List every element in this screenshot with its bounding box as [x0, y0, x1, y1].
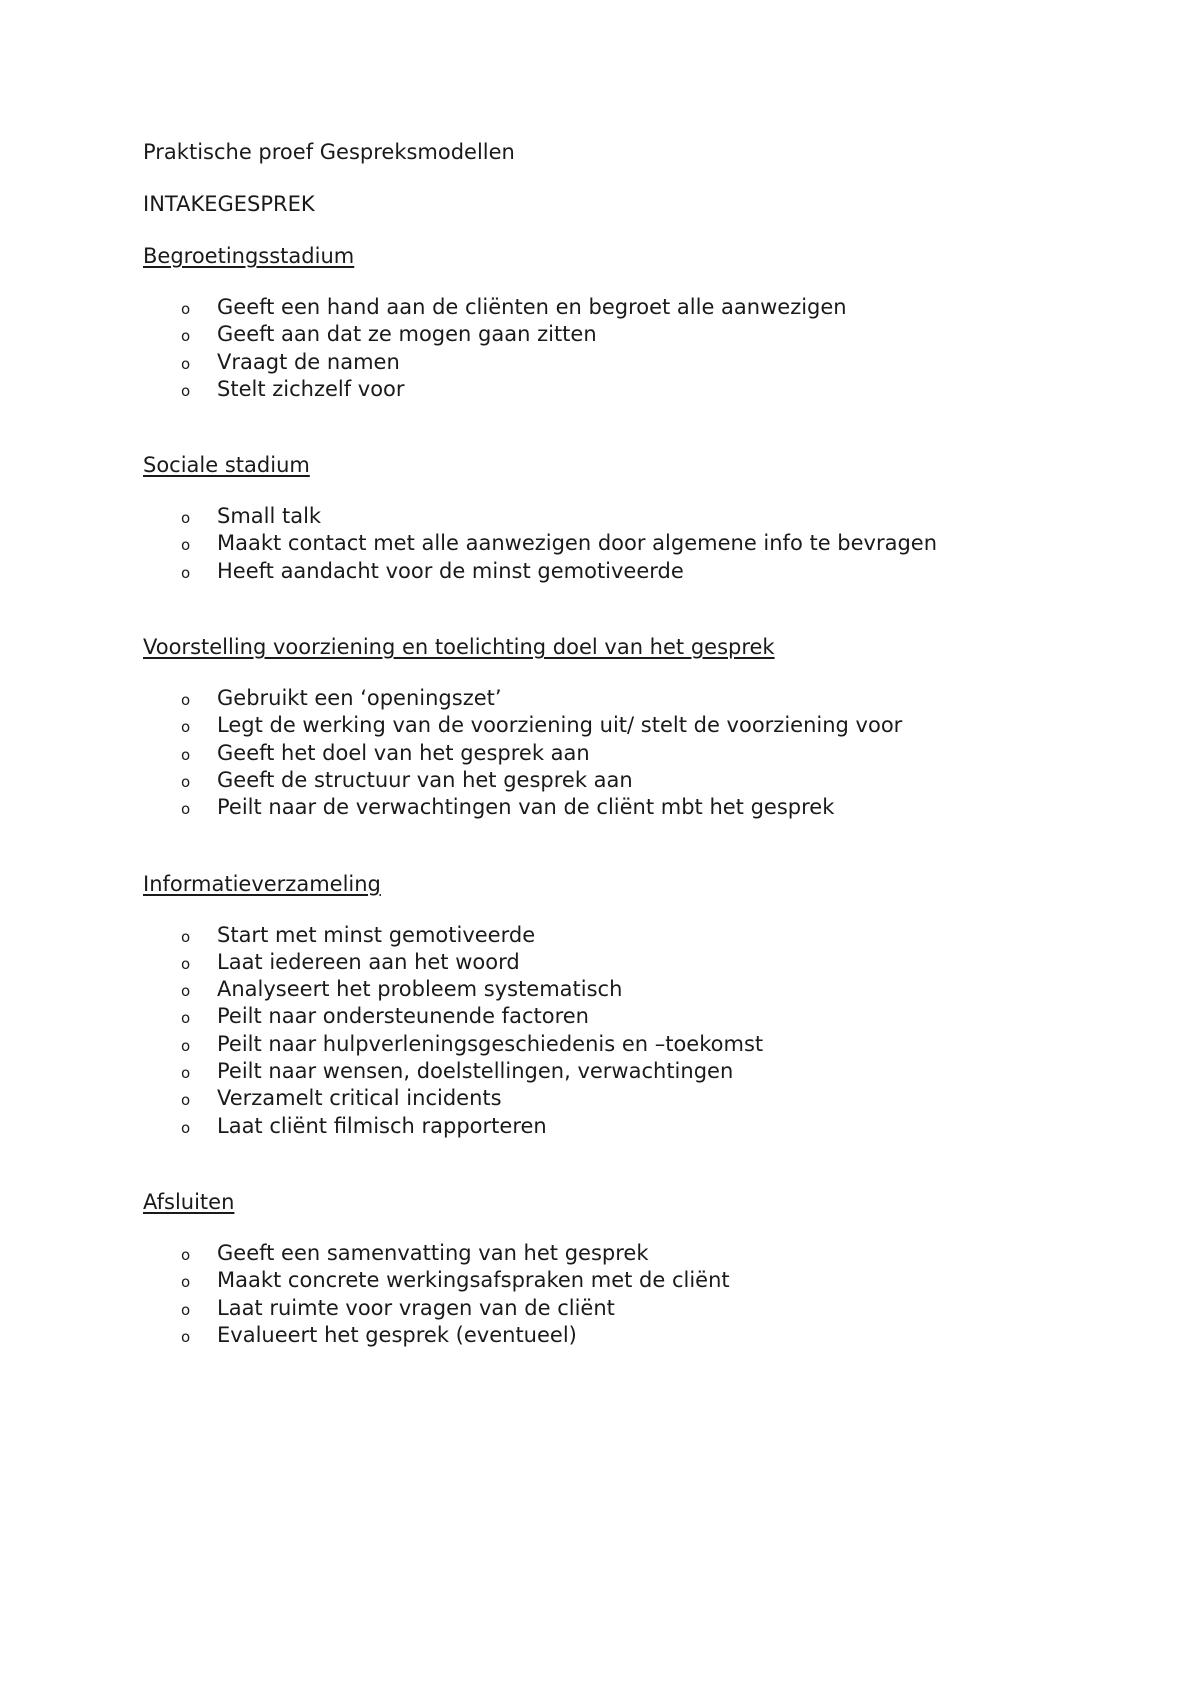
bullet-icon: o [181, 982, 191, 1001]
list-item [143, 321, 1103, 348]
bullet-icon: o [181, 300, 191, 318]
list-item [143, 740, 1103, 767]
list-item-text: Geeft de structuur van het gesprek aan [217, 767, 633, 792]
list-item [143, 767, 1103, 794]
bullet-list [143, 294, 1103, 403]
section-heading: Voorstelling voorziening en toelichting doel van het gesprek [143, 635, 775, 660]
bullet-list [143, 1240, 1103, 1349]
bullet-icon: o [181, 536, 191, 555]
document-title: Praktische proef Gespreksmodellen [143, 140, 515, 164]
bullet-icon: o [181, 927, 191, 946]
sections-container [143, 242, 1103, 1349]
bullet-icon: o [181, 509, 191, 528]
section-heading: Afsluiten [143, 1189, 235, 1214]
list-item [143, 1295, 1103, 1322]
bullet-icon: o [181, 1091, 191, 1110]
list-item [143, 1031, 1103, 1058]
bullet-icon: o [181, 1118, 191, 1137]
list-item-text: Laat iedereen aan het woord [217, 949, 520, 974]
section [143, 451, 1103, 585]
list-item [143, 685, 1103, 712]
bullet-list [143, 922, 1103, 1140]
bullet-icon: o [181, 691, 191, 710]
list-item [143, 530, 1103, 557]
list-item [143, 1267, 1103, 1294]
list-item [143, 1240, 1103, 1267]
section [143, 242, 1103, 403]
bullet-icon: o [181, 718, 191, 737]
list-item-text: Peilt naar wensen, doelstellingen, verwachtingen [217, 1059, 734, 1084]
list-item-text: Maakt contact met alle aanwezigen door algemene info te bevragen [217, 531, 938, 556]
bullet-icon: o [181, 1036, 191, 1055]
bullet-icon: o [181, 954, 191, 973]
list-item-text: Geeft een samenvatting van het gesprek [217, 1240, 649, 1265]
document-content [143, 138, 1103, 1349]
list-item-text: Heeft aandacht voor de minst gemotiveerde [217, 558, 684, 583]
section [143, 1188, 1103, 1349]
list-item-text: Verzamelt critical incidents [217, 1086, 502, 1111]
bullet-icon: o [181, 1273, 191, 1292]
list-item [143, 949, 1103, 976]
bullet-icon: o [181, 1327, 191, 1346]
section-heading: Informatieverzameling [143, 871, 381, 896]
list-item-text: Peilt naar de verwachtingen van de cliënt mbt het gesprek [217, 795, 835, 820]
bullet-icon: o [181, 1009, 191, 1028]
list-item-text: Gebruikt een ‘openingszet’ [217, 686, 502, 711]
list-item [143, 1322, 1103, 1349]
list-item [143, 794, 1103, 821]
list-item-text: Analyseert het probleem systematisch [217, 977, 623, 1002]
bullet-icon: o [181, 1064, 191, 1083]
list-item-text: Vraagt de namen [217, 349, 400, 374]
bullet-icon: o [181, 1245, 191, 1264]
list-item-text: Evalueert het gesprek (eventueel) [217, 1322, 577, 1347]
section [143, 633, 1103, 821]
bullet-icon: o [181, 772, 191, 791]
bullet-icon: o [181, 1300, 191, 1319]
list-item-text: Legt de werking van de voorziening uit/ stelt de voorziening voor [217, 713, 903, 738]
list-item [143, 1058, 1103, 1085]
bullet-icon: o [181, 354, 191, 373]
list-item-text: Laat ruimte voor vragen van de cliënt [217, 1295, 615, 1320]
list-item [143, 712, 1103, 739]
list-item-text: Geeft aan dat ze mogen gaan zitten [217, 322, 597, 347]
list-item [143, 1003, 1103, 1030]
list-item [143, 1113, 1103, 1140]
bullet-icon: o [181, 327, 191, 346]
bullet-icon: o [181, 745, 191, 764]
section-heading: Begroetingsstadium [143, 244, 355, 268]
list-item-text: Geeft een hand aan de cliënten en begroet alle aanwezigen [217, 295, 847, 319]
list-item-text: Start met minst gemotiveerde [217, 922, 536, 947]
list-item-text: Peilt naar hulpverleningsgeschiedenis en –toekomst [217, 1031, 764, 1056]
bullet-icon: o [181, 381, 191, 400]
list-item [143, 1085, 1103, 1112]
list-item-text: Peilt naar ondersteunende factoren [217, 1004, 589, 1029]
bullet-icon: o [181, 800, 191, 819]
list-item [143, 558, 1103, 585]
list-item [143, 922, 1103, 949]
list-item [143, 294, 1103, 321]
list-item-text: Stelt zichzelf voor [217, 376, 405, 401]
document-subtitle: INTAKEGESPREK [143, 192, 315, 216]
list-item-text: Geeft het doel van het gesprek aan [217, 740, 590, 765]
list-item [143, 376, 1103, 403]
section-heading: Sociale stadium [143, 453, 310, 478]
list-item [143, 503, 1103, 530]
list-item-text: Laat cliënt filmisch rapporteren [217, 1113, 547, 1138]
list-item-text: Small talk [217, 504, 322, 529]
bullet-list [143, 685, 1103, 821]
section [143, 870, 1103, 1140]
list-item-text: Maakt concrete werkingsafspraken met de cliënt [217, 1268, 730, 1293]
list-item [143, 976, 1103, 1003]
bullet-icon: o [181, 563, 191, 582]
bullet-list [143, 503, 1103, 585]
list-item [143, 349, 1103, 376]
